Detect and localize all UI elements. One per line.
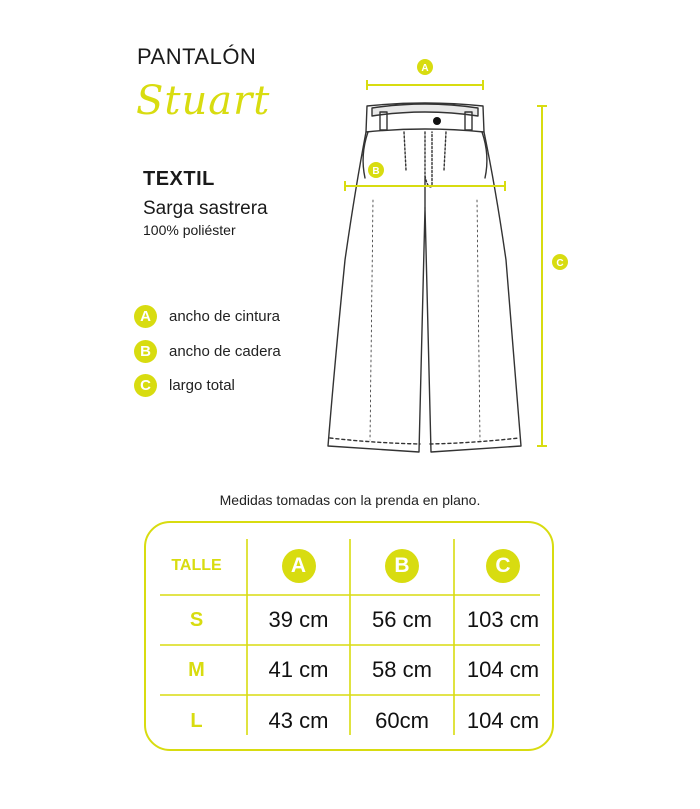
fly-stitch <box>425 132 432 187</box>
header-b <box>350 537 454 595</box>
legend-badge-b: B <box>134 340 157 363</box>
marker-a-label: A <box>421 63 429 74</box>
cell-s-c: 103 cm <box>466 607 540 632</box>
size-m: M <box>188 658 205 681</box>
size-s: S <box>189 608 204 631</box>
cell-s-b: 56 cm <box>372 607 432 632</box>
pocket-right <box>482 132 487 178</box>
cell-m-b: 58 cm <box>372 657 432 682</box>
pleat-left <box>404 132 406 170</box>
legend-label-c: largo total <box>169 376 235 394</box>
legend-badge-c: C <box>134 374 157 397</box>
marker-b-label: B <box>372 166 380 177</box>
pleat-right <box>444 132 446 170</box>
fabric-composition: 100% poliéster <box>143 222 236 238</box>
size-l: L <box>190 709 203 732</box>
crease-left <box>370 200 373 440</box>
measurement-note: Medidas tomadas con la prenda en plano. <box>219 492 481 508</box>
header-a <box>247 537 350 595</box>
cell-s-a: 39 cm <box>268 607 329 632</box>
cell-l-a: 43 cm <box>268 708 329 733</box>
model-name: Stuart <box>136 78 271 124</box>
waist-button <box>433 117 441 125</box>
header-talle <box>146 537 247 595</box>
header-badge-c: C <box>486 549 520 583</box>
size-table <box>144 521 554 751</box>
marker-c-label: C <box>556 258 564 269</box>
waistband-inner <box>372 104 478 116</box>
fabric-name: Sarga sastrera <box>143 198 268 219</box>
cell-l-b: 60cm <box>375 708 429 733</box>
header-talle-text: TALLE <box>171 557 222 574</box>
pocket-left <box>363 132 368 178</box>
hem-right <box>430 438 519 444</box>
hem-left <box>330 438 420 444</box>
legend-label-b: ancho de cadera <box>169 342 281 360</box>
header-badge-b: B <box>385 549 419 583</box>
section-label: TEXTIL <box>143 168 215 190</box>
cell-l-c: 104 cm <box>466 708 540 733</box>
header-c <box>454 537 552 595</box>
legend-badge-a: A <box>134 305 157 328</box>
crease-right <box>477 200 480 440</box>
product-title: PANTALÓN <box>137 44 257 69</box>
legend-label-a: ancho de cintura <box>169 307 280 325</box>
header-badge-a: A <box>282 549 316 583</box>
cell-m-a: 41 cm <box>268 657 329 682</box>
cell-m-c: 104 cm <box>466 657 540 682</box>
